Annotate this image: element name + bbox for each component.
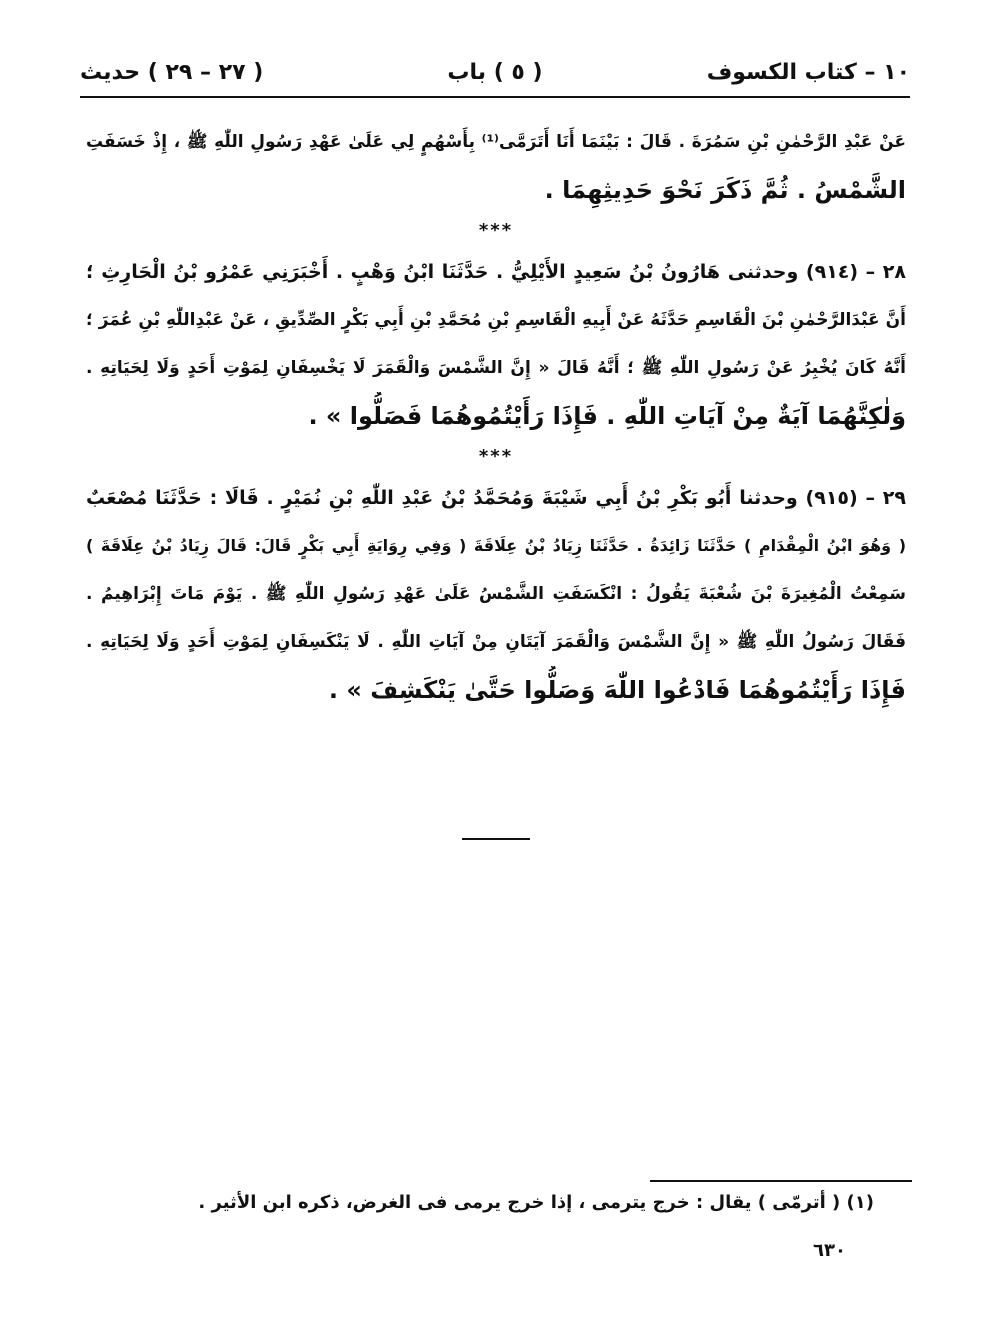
text-line: عَنْ عَبْدِ الرَّحْمٰنِ بْنِ سَمُرَةَ . قَالَ : بَيْنَمَا أَنَا أَتَرَمَّى⁽¹⁾ بِأَسْهُمٍ لِي عَلَىٰ عَهْدِ رَسُولِ اللّٰهِ ﷺ ، إِذْ خَسَفَتِ <box>86 132 906 152</box>
text-line: سَمِعْتُ الْمُغِيرَةَ بْنَ شُعْبَةَ يَقُولُ : انْكَسَفَتِ الشَّمْسُ عَلَىٰ عَهْدِ رَسُولِ اللّٰهِ ﷺ . يَوْمَ مَاتَ إِبْرَاهِيمُ . <box>86 584 906 604</box>
page-number: ٦٣٠ <box>813 1240 846 1261</box>
header-rule <box>80 96 910 98</box>
running-head <box>80 54 910 94</box>
section-title: ( ٥ ) باب <box>447 60 543 85</box>
text-line: ٢٩ – (٩١٥) وحدثنا أَبُو بَكْرِ بْنُ أَبِي شَيْبَةَ وَمُحَمَّدُ بْنُ عَبْدِ اللّٰهِ بْنِ نُمَيْرٍ . قَالَا : حَدَّثَنَا مُصْعَبٌ <box>86 487 906 509</box>
hadith-range: ( ٢٧ – ٢٩ ) حديث <box>80 60 264 85</box>
paragraph-1 <box>86 118 906 214</box>
footnote: (١) ( أترمّى ) يقال : خرج يترمى ، إذا خرج يرمى فى الغرض، ذكره ابن الأثير . <box>198 1192 874 1213</box>
section-end-rule <box>462 838 530 840</box>
text-line: فَقَالَ رَسُولُ اللّٰهِ ﷺ « إِنَّ الشَّمْسَ وَالْقَمَرَ آيَتَانِ مِنْ آيَاتِ اللّٰهِ . لَا يَنْكَسِفَانِ لِمَوْتِ أَحَدٍ وَلَا لِحَيَاتِهِ . <box>86 632 906 652</box>
chapter-title: ١٠ – كتاب الكسوف <box>706 60 910 85</box>
text-line: ( وَهُوَ ابْنُ الْمِقْدَامِ ) حَدَّثَنَا زَائِدَةُ . حَدَّثَنَا زِيَادُ بْنُ عِلَاقَةَ ( وَفِي رِوَايَةِ أَبِي بَكْرٍ قَالَ: قَالَ زِيَادُ بْنُ عِلَاقَةَ ) <box>86 536 906 555</box>
hadith-29 <box>86 474 906 714</box>
text-line: وَلٰكِنَّهُمَا آيَةٌ مِنْ آيَاتِ اللّٰهِ . فَإِذَا رَأَيْتُمُوهُمَا فَصَلُّوا » . <box>308 402 906 430</box>
section-separator: *** <box>478 446 514 467</box>
text-line: الشَّمْسُ . ثُمَّ ذَكَرَ نَحْوَ حَدِيثِهِمَا . <box>544 176 906 204</box>
text-line: ٢٨ – (٩١٤) وحدثنى هَارُونُ بْنُ سَعِيدٍ الأَيْلِيُّ . حَدَّثَنَا ابْنُ وَهْبٍ . أَخْبَرَنِي عَمْرُو بْنُ الْحَارِثِ ؛ <box>86 261 906 283</box>
text-line: فَإِذَا رَأَيْتُمُوهُمَا فَادْعُوا اللّٰهَ وَصَلُّوا حَتَّىٰ يَنْكَشِفَ » . <box>328 676 906 704</box>
body-text <box>86 118 906 714</box>
footnote-rule <box>650 1180 912 1182</box>
hadith-28 <box>86 248 906 440</box>
section-separator: *** <box>478 220 514 241</box>
text-line: أَنَّهُ كَانَ يُخْبِرُ عَنْ رَسُولِ اللّٰهِ ﷺ ؛ أَنَّهُ قَالَ « إِنَّ الشَّمْسَ وَالْقَمَرَ لَا يَخْسِفَانِ لِمَوْتِ أَحَدٍ وَلَا لِحَيَاتِهِ . <box>86 358 906 378</box>
text-line: أَنَّ عَبْدَالرَّحْمٰنِ بْنَ الْقَاسِمِ حَدَّثَهُ عَنْ أَبِيهِ الْقَاسِمِ بْنِ مُحَمَّدِ بْنِ أَبِي بَكْرٍ الصِّدِّيقِ ، عَنْ عَبْدِاللّٰهِ بْنِ عُمَرَ ؛ <box>86 310 906 330</box>
